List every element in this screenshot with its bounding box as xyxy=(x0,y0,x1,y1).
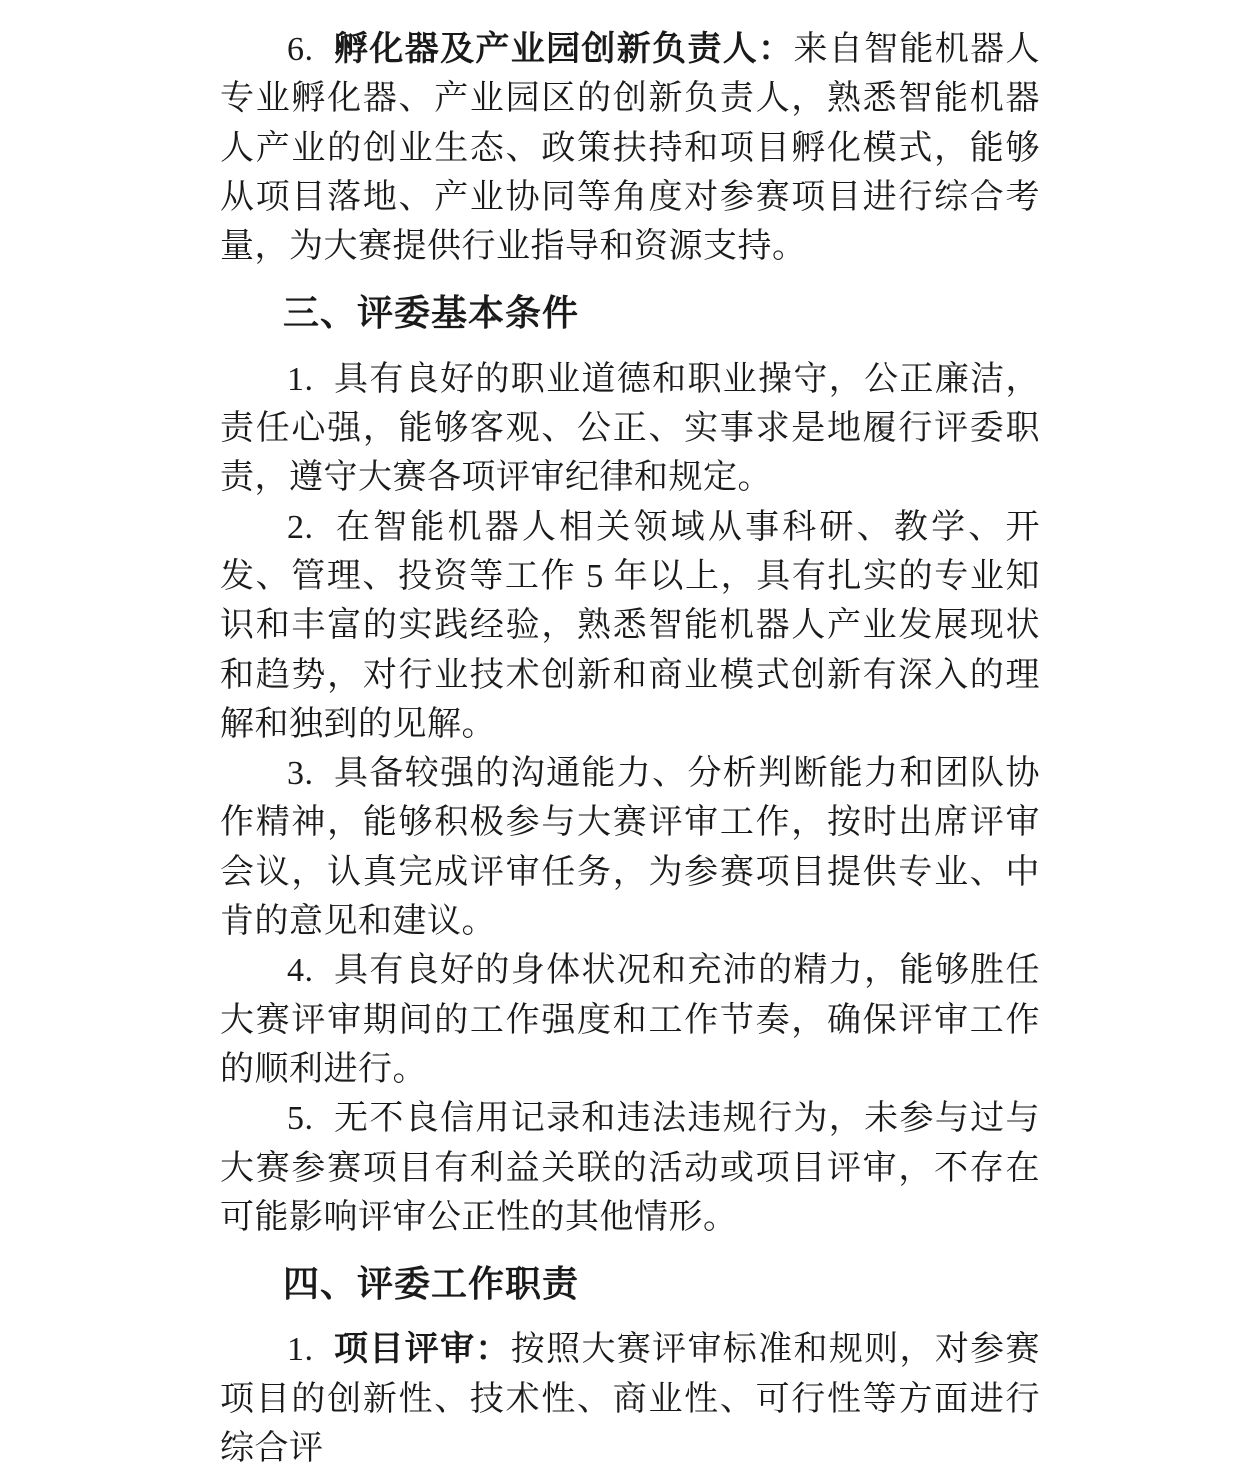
item-number: 1. xyxy=(287,1331,314,1369)
item-bold-label: 孵化器及产业园创新负责人： xyxy=(333,31,794,68)
paragraph-item-4 xyxy=(220,946,1040,1094)
item-text: 具有良好的身体状况和充沛的精力，能够胜任大赛评审期间的工作强度和工作节奏，确保评审工作的顺利进行。 xyxy=(220,952,1040,1088)
paragraph-item-1 xyxy=(220,355,1040,503)
item-number: 6. xyxy=(287,31,314,68)
item-text: 具备较强的沟通能力、分析判断能力和团队协作精神，能够积极参与大赛评审工作，按时出席评审会议，认真完成评审任务，为参赛项目提供专业、中肯的意见和建议。 xyxy=(220,755,1040,941)
paragraph-item-5 xyxy=(220,1094,1040,1242)
paragraph-item-6 xyxy=(220,25,1040,271)
item-text: 来自智能机器人专业孵化器、产业园区的创新负责人，熟悉智能机器人产业的创业生态、政策扶持和项目孵化模式，能够从项目落地、产业协同等角度对参赛项目进行综合考量，为大赛提供行业指导和资源支持。 xyxy=(220,31,1041,266)
paragraph-item-project-review xyxy=(220,1325,1040,1473)
item-bold-label: 项目评审： xyxy=(333,1331,511,1369)
section-heading-judge-basic-requirements: 三、评委基本条件 xyxy=(283,292,580,334)
section-heading-judge-duties: 四、评委工作职责 xyxy=(283,1263,580,1305)
item-number: 1. xyxy=(287,360,314,398)
item-text: 具有良好的职业道德和职业操守，公正廉洁，责任心强，能够客观、公正、实事求是地履行评委职责，遵守大赛各项评审纪律和规定。 xyxy=(220,360,1040,497)
item-number: 5. xyxy=(287,1100,314,1138)
item-number: 3. xyxy=(287,755,314,793)
item-text: 按照大赛评审标准和规则，对参赛项目的创新性、技术性、商业性、可行性等方面进行综合评 xyxy=(220,1331,1041,1468)
item-text: 无不良信用记录和违法违规行为，未参与过与大赛参赛项目有利益关联的活动或项目评审，不存在可能影响评审公正性的其他情形。 xyxy=(220,1100,1040,1236)
item-number: 2. xyxy=(287,508,314,546)
paragraph-item-2 xyxy=(220,503,1040,749)
paragraph-item-3 xyxy=(220,749,1040,946)
item-number: 4. xyxy=(287,952,314,990)
item-text: 在智能机器人相关领域从事科研、教学、开发、管理、投资等工作 5 年以上，具有扎实的专业知识和丰富的实践经验，熟悉智能机器人产业发展现状和趋势，对行业技术创新和商业模式创新有深入的理解和独到的见解。 xyxy=(220,508,1040,743)
